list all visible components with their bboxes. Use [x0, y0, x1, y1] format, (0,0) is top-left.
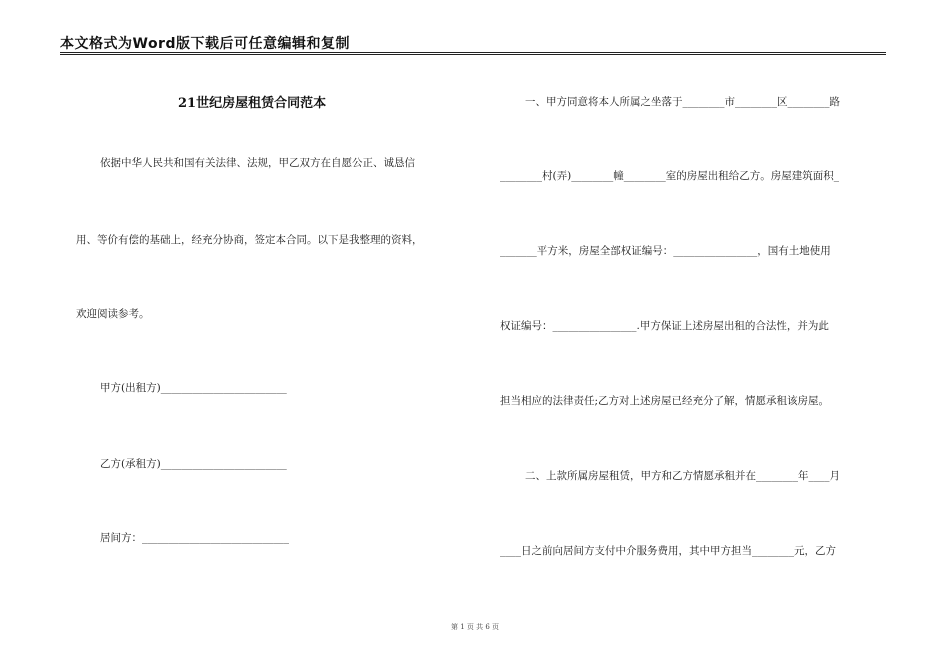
clause-1-line-4: 权证编号：________________.甲方保证上述房屋出租的合法性，并为此 — [500, 320, 829, 332]
clause-1-line-5: 担当相应的法律责任;乙方对上述房屋已经充分了解，情愿承租该房屋。 — [500, 395, 830, 407]
intro-paragraph-line-3: 欢迎阅读参考。 — [76, 308, 150, 320]
intro-paragraph-line-2: 用、等价有偿的基础上，经充分协商，签定本合同。以下是我整理的资料， — [76, 234, 423, 246]
header-divider — [60, 52, 886, 55]
clause-1-line-2: ________村(弄)________幢________室的房屋出租给乙方。房屋建筑面积_ — [500, 170, 839, 182]
intro-paragraph-line-1: 依据中华人民共和国有关法律、法规，甲乙双方在自愿公正、诚恳信 — [100, 157, 415, 169]
clause-1-line-1: 一、甲方同意将本人所属之坐落于________市________区________路 — [525, 96, 840, 108]
agent-field: 居间方：____________________________ — [100, 532, 289, 544]
page-header-banner: 本文格式为Word版下载后可任意编辑和复制 — [60, 36, 350, 52]
page-number: 第 1 页 共 6 页 — [450, 623, 500, 631]
clause-2-line-2: ____日之前向居间方支付中介服务费用，其中甲方担当________元，乙方 — [500, 545, 836, 557]
clause-2-line-1: 二、上款所属房屋租赁，甲方和乙方情愿承租并在________年____月 — [525, 470, 840, 482]
lessee-field: 乙方(承租方)________________________ — [100, 458, 287, 470]
clause-1-line-3: _______平方米，房屋全部权证编号：________________，国有土地使用 — [500, 245, 831, 257]
document-title: 21世纪房屋租赁合同范本 — [178, 96, 327, 111]
lessor-field: 甲方(出租方)________________________ — [100, 382, 287, 394]
